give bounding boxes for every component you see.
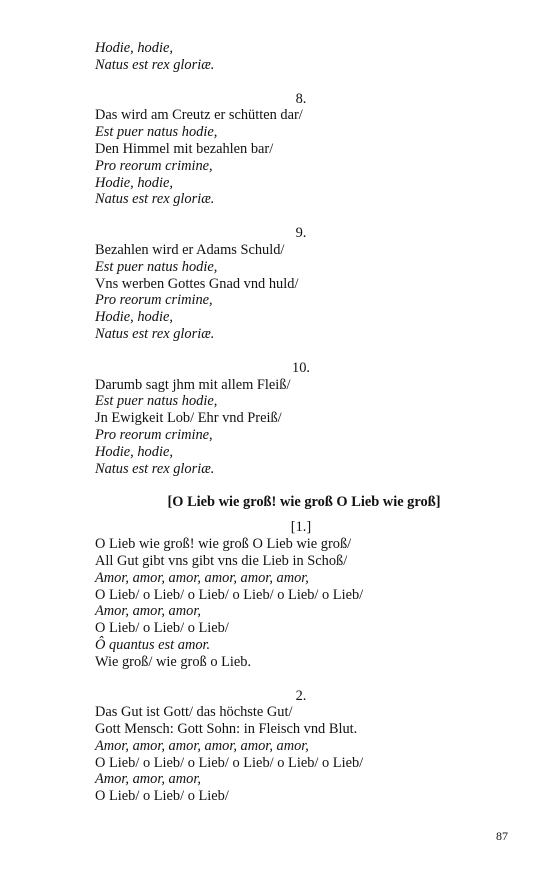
verse-line: Amor, amor, amor,	[95, 603, 201, 620]
verse-line: Hodie, hodie,	[95, 40, 173, 56]
stanza-number: [1.]	[290, 519, 312, 536]
verse-line: O Lieb/ o Lieb/ o Lieb/	[95, 788, 229, 805]
verse-line: Est puer natus hodie,	[95, 124, 218, 141]
verse-line: Das wird am Creutz er schütten dar/	[95, 107, 303, 124]
verse-line: Vns werben Gottes Gnad vnd huld/	[95, 275, 299, 292]
page-content	[95, 40, 505, 822]
verse-line: Hodie, hodie,	[95, 443, 173, 460]
verse-line: Ô quantus est amor.	[95, 636, 211, 653]
verse-line: Pro reorum crimine,	[95, 426, 213, 443]
verse-line: Amor, amor, amor, amor, amor, amor,	[95, 569, 309, 586]
verse-line: Pro reorum crimine,	[95, 292, 213, 309]
stanza	[95, 225, 505, 343]
verse-line: Natus est rex gloriæ.	[95, 325, 215, 342]
verse-line: Hodie, hodie,	[95, 174, 173, 191]
verse-line: All Gut gibt vns gibt vns die Lieb in Schoß/	[95, 552, 348, 569]
song-two	[95, 519, 505, 805]
stanza	[95, 519, 505, 670]
verse-line: Wie groß/ wie groß o Lieb.	[95, 653, 252, 670]
stanza	[95, 360, 505, 478]
verse-line: Hodie, hodie,	[95, 309, 173, 326]
stanza	[95, 688, 505, 806]
verse-line: Darumb sagt jhm mit allem Fleiß/	[95, 376, 291, 393]
verse-line: Das Gut ist Gott/ das höchste Gut/	[95, 704, 293, 721]
stanza	[95, 91, 505, 209]
verse-line: Gott Mensch: Gott Sohn: in Fleisch vnd Blut.	[95, 721, 358, 738]
page-number: 87	[496, 829, 508, 843]
verse-line: Natus est rex gloriæ.	[95, 460, 215, 477]
verse-line: Est puer natus hodie,	[95, 393, 218, 410]
song-one	[95, 91, 505, 478]
stanza-number: 8.	[295, 90, 307, 107]
verse-line: Pro reorum crimine,	[95, 157, 213, 174]
verse-line: Bezahlen wird er Adams Schuld/	[95, 241, 285, 258]
verse-line: Amor, amor, amor,	[95, 771, 201, 788]
verse-line: O Lieb/ o Lieb/ o Lieb/ o Lieb/ o Lieb/ o Lieb/	[95, 754, 364, 771]
verse-line: O Lieb/ o Lieb/ o Lieb/	[95, 620, 229, 637]
verse-line: O Lieb/ o Lieb/ o Lieb/ o Lieb/ o Lieb/ o Lieb/	[95, 586, 364, 603]
stanza-number: 9.	[295, 225, 307, 242]
verse-line: O Lieb wie groß! wie groß O Lieb wie groß/	[95, 536, 352, 553]
stanza-opening	[95, 40, 505, 74]
verse-line: Est puer natus hodie,	[95, 258, 218, 275]
verse-line: Jn Ewigkeit Lob/ Ehr vnd Preiß/	[95, 410, 282, 427]
song-title: [O Lieb wie groß! wie groß O Lieb wie groß]	[167, 494, 441, 511]
stanza-number: 2.	[295, 687, 307, 704]
verse-line: Amor, amor, amor, amor, amor, amor,	[95, 737, 309, 754]
verse-line: Den Himmel mit bezahlen bar/	[95, 140, 274, 157]
stanza-number: 10.	[292, 359, 310, 376]
verse-line: Natus est rex gloriæ.	[95, 191, 215, 208]
verse-line: Natus est rex gloriæ.	[95, 56, 215, 73]
